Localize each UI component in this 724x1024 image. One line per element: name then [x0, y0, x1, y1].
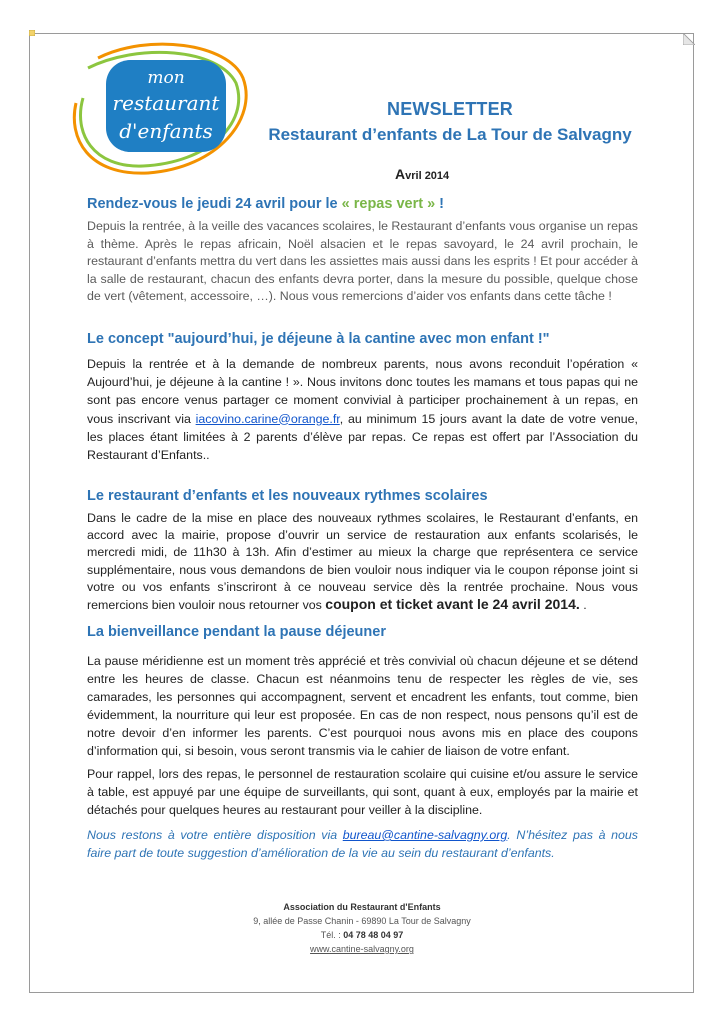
page-corner-fold-icon	[683, 33, 695, 45]
svg-text:d'enfants: d'enfants	[119, 119, 213, 143]
section-title-rythmes: Le restaurant d’enfants et les nouveaux rythmes scolaires	[87, 488, 488, 504]
footer-address: 9, allée de Passe Chanin - 69890 La Tour de Salvagny	[253, 916, 471, 926]
anchor-mark-icon	[29, 30, 35, 36]
closing-note: Nous restons à votre entière disposition via bureau@cantine-salvagny.org. N’hésitez pas à nous faire part de toute suggestion d’amélioration de la vie au sein du restaurant d’enfants.	[87, 828, 638, 861]
email-link-bureau[interactable]: bureau@cantine-salvagny.org	[342, 828, 508, 842]
section-body-concept: Depuis la rentrée et à la demande de nombreux parents, nous avons reconduit l’opération « Aujourd’hui, je déjeune à la cantine ! ». Nous invitons donc toutes les mamans et tous papas qui ne sont pas encore venus partager ce moment convivial à participer prochainement à un repas, en vous inscrivant via iacovino.carine@orange.fr, au minimum 15 jours avant la date de votre venue, les places étant limitées à 2 parents d’élève par repas. Ce repas est offert par l’Association du Restaurant d’Enfants..	[87, 357, 638, 463]
section-body-bienveillance-2: Pour rappel, lors des repas, le personnel de restauration scolaire qui cuisine et/ou assure le service à table, est appuyé par une équipe de surveillants, qui sont, quant à eux, employés par la mairie et détachés pour quelques heures au restaurant pour veiller à la discipline.	[87, 767, 638, 818]
section-title-bienveillance: La bienveillance pendant la pause déjeuner	[87, 624, 386, 640]
newsletter-subtitle: Restaurant d’enfants de La Tour de Salvagny	[268, 125, 632, 144]
email-link-iacovino[interactable]: iacovino.carine@orange.fr	[195, 411, 340, 426]
section-body-bienveillance-1: La pause méridienne est un moment très apprécié et très convivial où chacun déjeune et se détend entre les heures de classe. Chacun est néanmoins tenu de respecter les règles de vie, ses camarades, les personnes qui accompagnent, servent et encadrent les enfants, tout comme, bien évidemment, la nourriture qui leur est proposée. En cas de non respect, nous pensons qu’il est de notre devoir d’en informer les parents. C’est pourquoi nous avons mis en place des coupons d’information qui, si besoin, vous seront transmis via le cahier de liaison de votre enfant.	[87, 654, 638, 759]
section-body-repas-vert: Depuis la rentrée, à la veille des vacances scolaires, le Restaurant d’enfants vous organise un repas à thème. Après le repas africain, Noël alsacien et le repas savoyard, le 24 avril prochain, le restaurant d’enfants mettra du vert dans les assiettes mais aussi dans les esprits ! Et pour accéder à la salle de restaurant, chacun des enfants devra porter, dans la mesure du possible, quelque chose de vert (vêtement, accessoire, …). Nous vous remercions d’aider vos enfants dans cette tâche !	[87, 219, 639, 303]
footer-org: Association du Restaurant d'Enfants	[283, 902, 441, 912]
section-title-repas-vert: Rendez-vous le jeudi 24 avril pour le « repas vert » !	[87, 196, 445, 212]
section-body-rythmes: Dans le cadre de la mise en place des nouveaux rythmes scolaires, le Restaurant d’enfants, en accord avec la mairie, propose d’ouvrir un service de restauration aux enfants scolarisés, le mercredi midi, de 11h30 à 13h. Afin d’estimer au mieux la charge que représentera ce service supplémentaire, nous vous demandons de bien vouloir nous indiquer via le coupon réponse joint si votre ou vos enfants s’inscriront à ce nouveau service dès la rentrée prochaine. Nous vous remercions bien vouloir nous retourner vos coupon et ticket avant le 24 avril 2014. .	[87, 511, 638, 613]
footer-website-link[interactable]: www.cantine-salvagny.org	[310, 944, 414, 954]
newsletter-title: NEWSLETTER	[387, 99, 513, 119]
section-title-concept: Le concept "aujourd’hui, je déjeune à la cantine avec mon enfant !"	[87, 331, 550, 347]
svg-text:mon: mon	[147, 68, 185, 88]
footer-phone: Tél. : 04 78 48 04 97	[320, 930, 404, 940]
footer	[180, 900, 544, 956]
svg-text:restaurant: restaurant	[112, 91, 220, 115]
issue-date: Avril 2014	[395, 166, 450, 182]
